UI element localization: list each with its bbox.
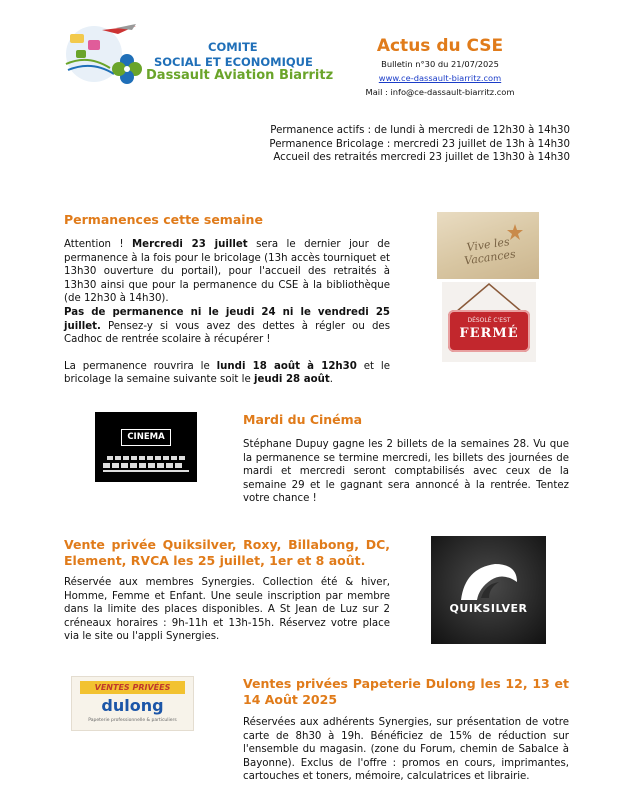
quiksilver-logo-image <box>431 536 546 644</box>
closed-sign-big-text: FERMÉ <box>459 326 519 341</box>
page-title: Actus du CSE <box>376 36 504 56</box>
basque-cross-icon <box>110 52 144 86</box>
cinema-seats-icon <box>103 454 189 476</box>
bold-date: Mercredi 23 juillet <box>132 239 248 250</box>
schedule-line: Permanence Bricolage : mercredi 23 juillet de 13h à 14h30 <box>269 138 570 150</box>
permanences-paragraph <box>64 238 390 306</box>
schedule-line: Accueil des retraités mercredi 23 juillet de 13h30 à 14h30 <box>273 152 570 163</box>
text-span: La permanence rouvrira le <box>64 360 217 372</box>
website-link[interactable]: www.ce-dassault-biarritz.com <box>378 73 502 83</box>
dulong-title: Ventes privées Papeterie Dulong les 12, 13 et 14 Août 2025 <box>243 676 569 707</box>
logo-line-company: Dassault Aviation Biarritz <box>146 68 334 83</box>
closed-sign-board <box>448 310 530 352</box>
quiksilver-wordmark: QUIKSILVER <box>449 602 528 615</box>
logo-line-comite: COMITE <box>208 40 258 54</box>
dulong-banner-top: VENTES PRIVÉES <box>80 681 185 694</box>
quiksilver-wave-icon <box>459 560 519 602</box>
text-span: Pensez-y si vous avez des dettes à régler ou des Cadhoc de rentrée scolaire à récupérer ! <box>64 320 390 346</box>
dulong-subtitle: Papeterie professionnelle & particuliers <box>88 718 177 723</box>
schedule-block <box>230 124 570 165</box>
permanences-paragraph <box>64 306 390 347</box>
text-span: et le bricolage la semaine suivante soit le <box>64 360 391 386</box>
logo-line-social: SOCIAL ET ECONOMIQUE <box>154 55 313 69</box>
text-span: Attention ! <box>64 239 133 250</box>
cse-logo <box>58 22 334 92</box>
bold-date: lundi 18 août à 12h30 <box>216 360 357 372</box>
permanences-body <box>64 238 390 387</box>
closed-sign-small-text: DÉSOLÉ C'EST <box>467 317 511 324</box>
cinema-sign: CINEMA <box>121 429 171 446</box>
schedule-line: Permanence actifs : de lundi à mercredi de 12h30 à 14h30 <box>270 125 570 136</box>
permanences-paragraph <box>64 360 390 387</box>
bold-notice: Pas de permanence ni le jeudi 24 ni le vendredi 25 juillet. <box>64 306 390 332</box>
cinema-title: Mardi du Cinéma <box>243 412 363 427</box>
quiksilver-title: Vente privée Quiksilver, Roxy, Billabong, DC, Element, RVCA les 25 juillet, 1er et 8 août. <box>64 537 390 568</box>
text-span: sera le dernier jour de permanence à la fois pour le bricolage (13h accès tourniquet et 13h30 ouverture du portail), pour l'accueil des retraités à 13h30 ainsi que pour la permanence du CSE à la bibliothèque (de 12h30 à 14h30). <box>64 239 390 305</box>
permanences-title: Permanences cette semaine <box>64 212 263 227</box>
quiksilver-body: Réservée aux membres Synergies. Collection été & hiver, Homme, Femme et Enfant. Une seule inscription par membre dans la limite des places disponibles. A St Jean de Luz sur 2 créneaux horaires : 9h-11h et 13h-15h. Réservez votre place via le site ou l'appli Synergies. <box>64 577 390 643</box>
bulletin-number: Bulletin n°30 du 21/07/2025 <box>381 59 499 69</box>
cinema-logo-image <box>95 412 197 482</box>
closed-sign-image <box>442 282 536 362</box>
dulong-banner-image <box>71 676 194 731</box>
bold-date: jeudi 28 août <box>253 374 330 386</box>
sand-writing: Vive les Vacances <box>463 235 517 268</box>
cinema-body: Stéphane Dupuy gagne les 2 billets de la semaines 28. Vu que la permanence se termine mercredi, les billets des journées de mardi et mercredi seront comptabilisés avec ceux de la semaine 29 et le gagnant sera annoncé à la rentrée. Tentez votre chance ! <box>243 439 569 505</box>
dulong-brand: dulong <box>101 696 164 715</box>
text-span: . <box>329 374 333 386</box>
contact-mail: Mail : info@ce-dassault-biarritz.com <box>365 87 515 97</box>
vacation-sand-image <box>437 212 539 279</box>
dulong-body: Réservées aux adhérents Synergies, sur présentation de votre carte de 8h30 à 19h. Bénéficiez de 15% de réduction sur l'ensemble du magasin. (zone du Forum, chemin de Sabalce à Bayonne). Exclus de l'offre : promos en cours, imprimantes, cartouches et toners, mémoire, calculatrices et librairie. <box>243 717 569 783</box>
